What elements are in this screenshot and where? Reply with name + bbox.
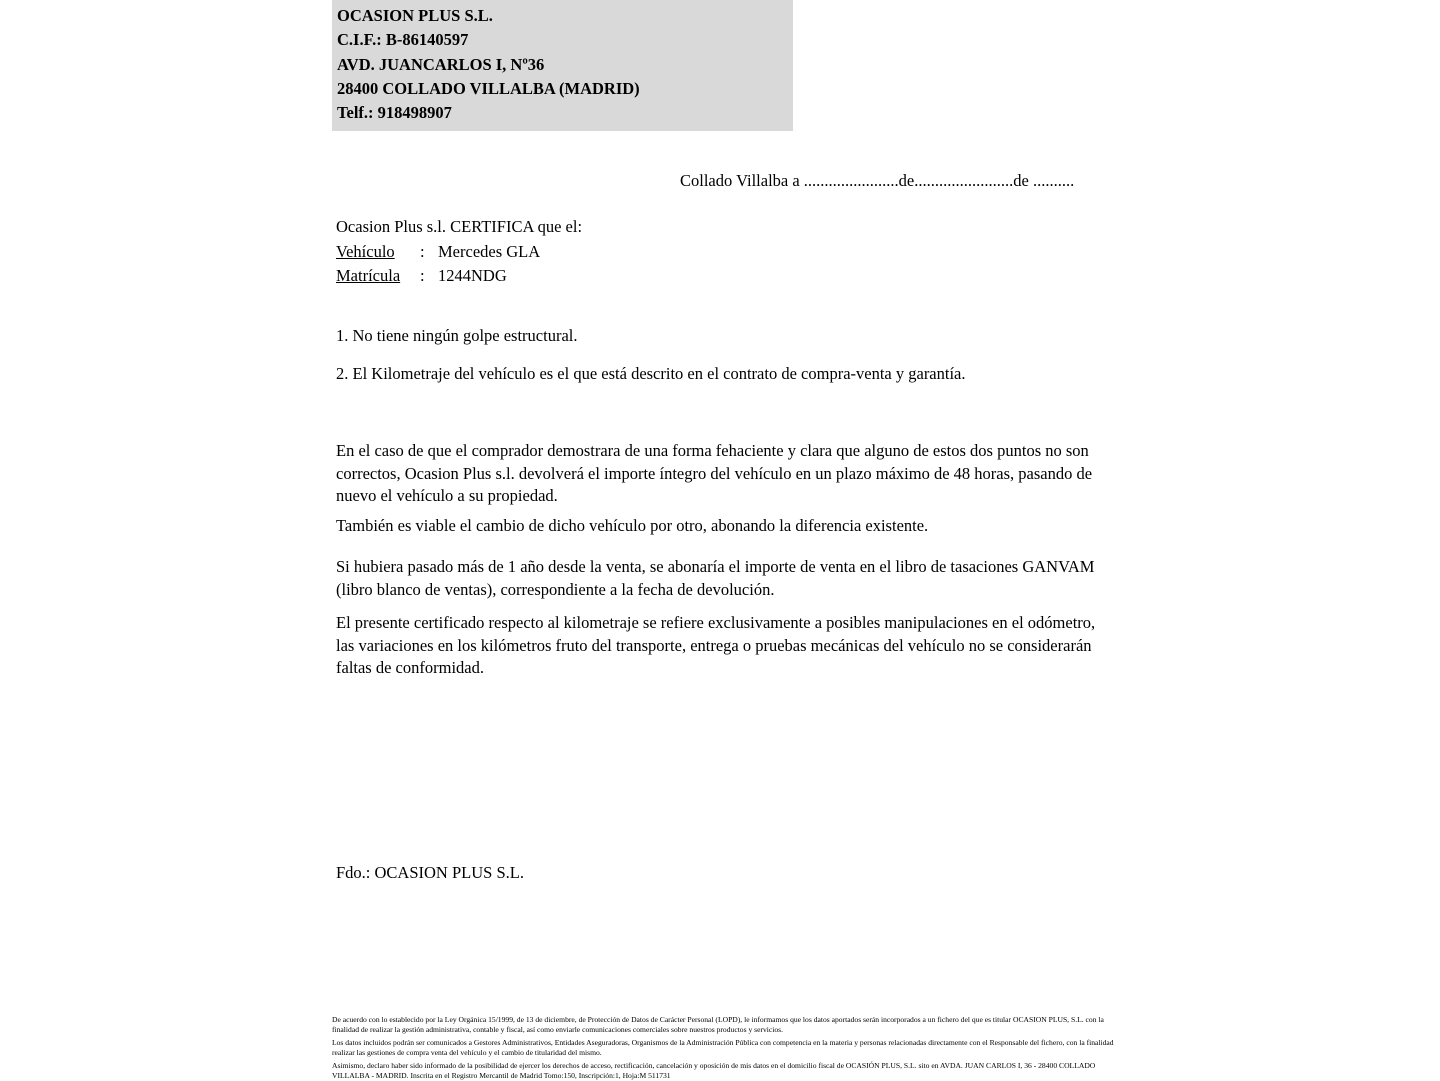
vehicle-value: Mercedes GLA <box>438 241 541 261</box>
legal-notice <box>332 1015 1122 1081</box>
signature-line: Fdo.: OCASION PLUS S.L. <box>336 863 524 882</box>
paragraph-odometer-scope: El presente certificado respecto al kilometraje se refiere exclusivamente a posibles manipulaciones en el odómetro, las variaciones en los kilómetros fruto del transporte, entrega o pruebas mecánicas del vehículo no se considerarán faltas de conformidad. <box>336 613 1096 677</box>
letterhead-phone: Telf.: 918498907 <box>337 103 452 123</box>
legal-paragraph-3: Asimismo, declaro haber sido informado de la posibilidad de ejercer los derechos de acceso, rectificación, cancelación y oposición de mis datos en el domicilio fiscal de OCASIÓN PLUS, S.L. sito en AVDA. JUAN CARLOS I, 36 - 28400 COLLADO VILLALBA - MADRID. Inscrita en el Registro Mercantil de Madrid Tomo:150, Inscripción:1, Hoja:M 511731 <box>332 1061 1096 1080</box>
letterhead-city: 28400 COLLADO VILLALBA (MADRID) <box>337 78 640 98</box>
certifies-intro: Ocasion Plus s.l. CERTIFICA que el: <box>336 217 583 236</box>
vehicle-label: Vehículo <box>336 241 395 261</box>
plate-row <box>336 264 582 289</box>
letterhead-address: AVD. JUANCARLOS I, Nº36 <box>337 54 545 74</box>
vehicle-separator: : <box>420 241 425 261</box>
point-item-2: 2. El Kilometraje del vehículo es el que está descrito en el contrato de compra-venta y garantía. <box>336 364 966 383</box>
vehicle-row <box>336 240 582 265</box>
paragraph-refund-terms: En el caso de que el comprador demostrara de una forma fehaciente y clara que alguno de estos dos puntos no son correctos, Ocasion Plus s.l. devolverá el importe íntegro del vehículo en un plazo máximo de 48 horas, pasando de nuevo el vehículo a su propiedad. <box>336 441 1093 505</box>
plate-value: 1244NDG <box>438 266 507 285</box>
certifies-block <box>336 215 582 289</box>
paragraph-ganvam-valuation: Si hubiera pasado más de 1 año desde la venta, se abonaría el importe de venta en el libro de tasaciones GANVAM (libro blanco de ventas), correspondiente a la fecha de devolución. <box>336 557 1095 599</box>
legal-paragraph-1: De acuerdo con lo establecido por la Ley Orgánica 15/1999, de 13 de diciembre, de Protección de Datos de Carácter Personal (LOPD), le informamos que los datos aportados serán incorporados a un fichero del que es titular OCASION PLUS, S.L. con la finalidad de realizar la gestión administrativa, contable y fiscal, así como enviarle comunicaciones comerciales sobre nuestros productos y servicios. <box>332 1015 1104 1034</box>
letterhead-cif: C.I.F.: B-86140597 <box>337 30 469 50</box>
letterhead-block <box>332 0 793 131</box>
letterhead-company-name: OCASION PLUS S.L. <box>337 6 493 25</box>
plate-separator: : <box>420 266 425 285</box>
legal-paragraph-2: Los datos incluidos podrán ser comunicados a Gestores Administrativos, Entidades Aseguradoras, Organismos de la Administración Pública con competencia en la materia y personas relacionadas directamente con el Responsable del fichero, con la finalidad realizar las gestiones de compra venta del vehículo y el cambio de titularidad del mismo. <box>332 1038 1114 1057</box>
paragraph-exchange-option: También es viable el cambio de dicho vehículo por otro, abonando la diferencia existente. <box>336 516 929 535</box>
date-line: Collado Villalba a .......................de........................de .......... <box>680 171 1075 190</box>
plate-label: Matrícula <box>336 266 401 285</box>
point-item-1: 1. No tiene ningún golpe estructural. <box>336 326 578 345</box>
